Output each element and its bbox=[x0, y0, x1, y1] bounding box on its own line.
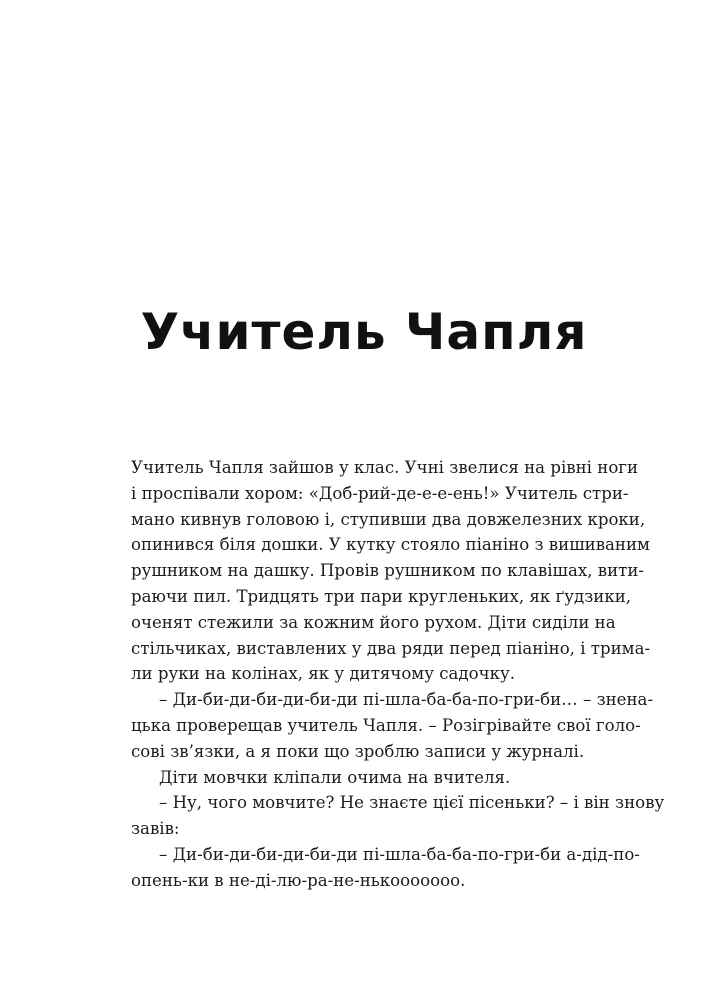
text-line: – Ну, чого мовчите? Не знаєте цієї пісеньки? – і він знову bbox=[159, 793, 665, 813]
text-line: мано кивнув головою і, ступивши два довжелезних кроки, bbox=[131, 509, 646, 529]
chapter-title: Учитель Чапля bbox=[140, 303, 588, 361]
text-line: опень-ки в не-ді-лю-ра-не-нькооооооо. bbox=[131, 870, 466, 890]
text-line: рушником на дашку. Провів рушником по клавішах, вити- bbox=[131, 561, 645, 581]
paragraph-1 bbox=[131, 455, 651, 687]
text-line: опинився біля дошки. У кутку стояло піаніно з вишиваним bbox=[131, 535, 650, 555]
paragraph-5 bbox=[131, 842, 640, 894]
chapter-body bbox=[131, 455, 665, 894]
text-line: раючи пил. Тридцять три пари кругленьких, як ґудзики, bbox=[131, 586, 632, 606]
text-line: цька проверещав учитель Чапля. – Розігрівайте свої голо- bbox=[131, 715, 641, 735]
text-line: сові зв’язки, а я поки що зроблю записи у журналі. bbox=[131, 741, 585, 761]
text-line: стільчиках, виставлених у два ряди перед піаніно, і трима- bbox=[131, 638, 651, 658]
text-line: завів: bbox=[131, 819, 180, 839]
text-line: Діти мовчки кліпали очима на вчителя. bbox=[159, 767, 511, 787]
text-line: Учитель Чапля зайшов у клас. Учні звелися на рівні ноги bbox=[131, 458, 639, 477]
text-line: і проспівали хором: «Доб-рий-де-е-е-ень!» Учитель стри- bbox=[131, 483, 629, 503]
paragraph-2 bbox=[131, 687, 654, 764]
text-line: – Ди-би-ди-би-ди-би-ди пі-шла-ба-ба-по-гри-би… – знена- bbox=[159, 690, 654, 710]
text-line: ли руки на колінах, як у дитячому садочку. bbox=[131, 664, 516, 684]
paragraph-3 bbox=[131, 765, 601, 791]
paragraph-4 bbox=[131, 790, 665, 842]
text-line: – Ди-би-ди-би-ди-би-ди пі-шла-ба-ба-по-гри-би а-дід-по- bbox=[159, 844, 640, 864]
text-line: оченят стежили за кожним його рухом. Діти сиділи на bbox=[131, 612, 616, 632]
